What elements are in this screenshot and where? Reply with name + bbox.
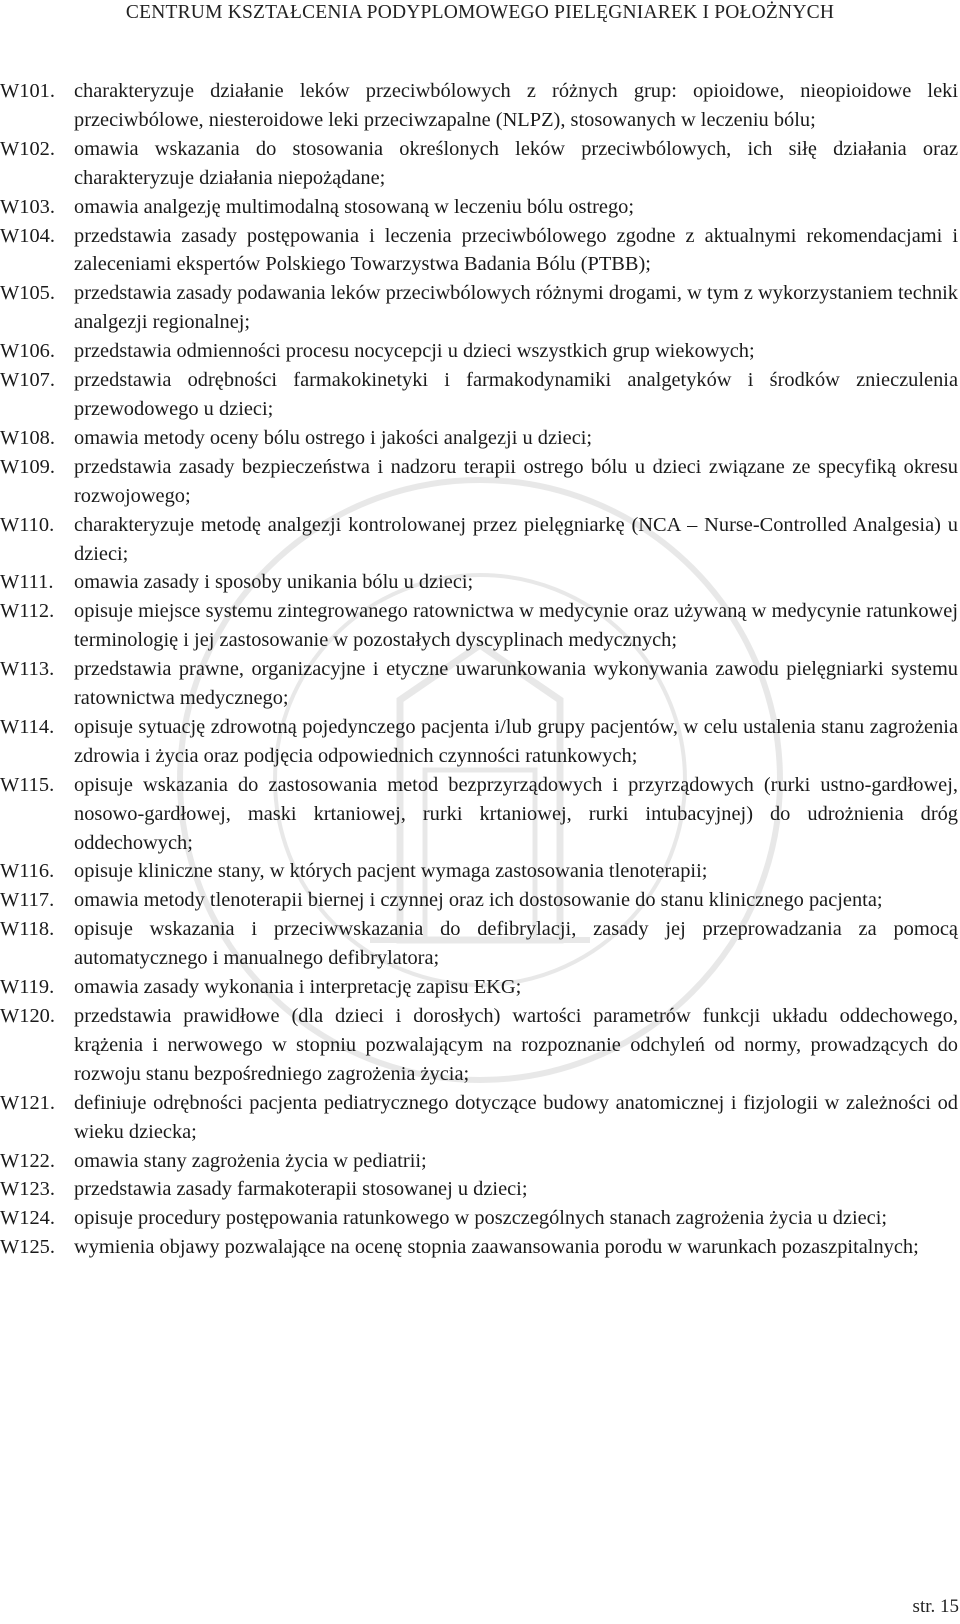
item-text: opisuje sytuację zdrowotną pojedynczego pacjenta i/lub grupy pacjentów, w celu ustalenia stanu zagrożenia zdrowia i życia oraz podjęcia odpowiednich czynności ratunkowych; xyxy=(74,715,958,767)
item-code: W117. xyxy=(0,889,55,912)
item-code: W104. xyxy=(0,224,55,247)
item-code: W121. xyxy=(0,1091,55,1114)
page-header: CENTRUM KSZTAŁCENIA PODYPLOMOWEGO PIELĘGNIAREK I POŁOŻNYCH xyxy=(125,2,835,23)
list-item xyxy=(0,511,958,569)
list-item xyxy=(0,1147,958,1176)
list-item xyxy=(0,77,958,135)
item-code: W120. xyxy=(0,1005,55,1027)
item-code: W113. xyxy=(0,658,55,681)
list-item xyxy=(0,857,958,886)
item-code: W101. xyxy=(0,80,55,102)
list-item xyxy=(0,1002,958,1089)
list-item xyxy=(0,337,958,366)
item-text: wymienia objawy pozwalające na ocenę stopnia zaawansowania porodu w warunkach pozaszpitalnych; xyxy=(74,1236,919,1259)
learning-outcomes-list xyxy=(0,77,958,1262)
item-text: przedstawia zasady farmakoterapii stosowanej u dzieci; xyxy=(74,1178,528,1201)
item-text: przedstawia odrębności farmakokinetyki i farmakodynamiki analgetyków i środków znieczulenia przewodowego u dzieci; xyxy=(74,369,958,420)
item-text: definiuje odrębności pacjenta pediatrycznego dotyczące budowy anatomicznej i fizjologii w zależności od wieku dziecka; xyxy=(74,1091,958,1143)
item-code: W107. xyxy=(0,369,55,392)
item-code: W118. xyxy=(0,918,55,941)
list-item xyxy=(0,1175,958,1204)
list-item xyxy=(0,424,958,453)
list-item xyxy=(0,279,958,337)
item-code: W119. xyxy=(0,976,55,999)
item-text: omawia wskazania do stosowania określonych leków przeciwbólowych, ich siłę działania oraz charakteryzuje działania niepożądane; xyxy=(74,137,958,189)
list-item xyxy=(0,597,958,655)
item-code: W111. xyxy=(0,571,54,594)
item-code: W114. xyxy=(0,715,55,738)
list-item xyxy=(0,655,958,713)
list-item xyxy=(0,973,958,1002)
item-code: W110. xyxy=(0,513,55,536)
item-code: W115. xyxy=(0,773,55,796)
item-text: przedstawia zasady postępowania i leczenia przeciwbólowego zgodne z aktualnymi rekomendacjami i zaleceniami ekspertów Polskiego Towarzystwa Badania Bólu (PTBB); xyxy=(74,224,958,276)
item-text: omawia stany zagrożenia życia w pediatrii; xyxy=(74,1149,427,1172)
item-text: przedstawia zasady bezpieczeństwa i nadzoru terapii ostrego bólu u dzieci związane ze specyfiką okresu rozwojowego; xyxy=(74,455,958,507)
item-text: omawia analgezję multimodalną stosowaną w leczeniu bólu ostrego; xyxy=(74,195,635,218)
item-text: przedstawia odmienności procesu nocycepcji u dzieci wszystkich grup wiekowych; xyxy=(74,340,755,363)
item-code: W122. xyxy=(0,1149,55,1172)
list-item xyxy=(0,135,958,193)
item-text: przedstawia prawidłowe (dla dzieci i dorosłych) wartości parametrów funkcji układu oddechowego, krążenia i nerwowego w stopniu pozwalającym na rozpoznanie odchyleń od normy, prowadzących do rozwoju stanu bezpośredniego zagrożenia życia; xyxy=(74,1005,958,1085)
item-code: W124. xyxy=(0,1207,55,1230)
item-code: W125. xyxy=(0,1236,55,1259)
item-code: W105. xyxy=(0,282,55,305)
item-text: opisuje wskazania do zastosowania metod bezprzyrządowych i przyrządowych (rurki ustno-gardłowej, nosowo-gardłowej, maski krtaniowej, rurki krtaniowej, rurki intubacyjnej) do udrożnienia dróg oddechowych; xyxy=(74,773,958,854)
item-code: W123. xyxy=(0,1178,55,1201)
item-code: W106. xyxy=(0,340,55,363)
item-code: W109. xyxy=(0,455,55,478)
item-text: opisuje wskazania i przeciwwskazania do defibrylacji, zasady jej przeprowadzania za pomocą automatycznego i manualnego defibrylatora; xyxy=(74,918,958,970)
list-item xyxy=(0,1089,958,1147)
list-item xyxy=(0,1204,958,1233)
list-item xyxy=(0,771,958,858)
item-text: opisuje kliniczne stany, w których pacjent wymaga zastosowania tlenoterapii; xyxy=(74,860,708,883)
item-text: przedstawia zasady podawania leków przeciwbólowych różnymi drogami, w tym z wykorzystaniem technik analgezji regionalnej; xyxy=(74,282,958,334)
item-code: W103. xyxy=(0,195,55,218)
item-code: W116. xyxy=(0,860,55,883)
list-item xyxy=(0,713,958,771)
list-item xyxy=(0,886,958,915)
item-text: omawia metody tlenoterapii biernej i czynnej oraz ich dostosowanie do stanu klinicznego pacjenta; xyxy=(74,889,883,912)
list-item xyxy=(0,915,958,973)
item-text: charakteryzuje metodę analgezji kontrolowanej przez pielęgniarkę (NCA – Nurse-Controlled Analgesia) u dzieci; xyxy=(74,513,958,565)
list-item xyxy=(0,193,958,222)
item-text: opisuje procedury postępowania ratunkowego w poszczególnych stanach zagrożenia życia u dzieci; xyxy=(74,1207,888,1230)
item-code: W102. xyxy=(0,137,55,160)
item-text: charakteryzuje działanie leków przeciwbólowych z różnych grup: opioidowe, nieopioidowe leki przeciwbólowe, niesteroidowe leki przeciwzapalne (NLPZ), stosowanych w leczeniu bólu; xyxy=(74,80,958,131)
item-code: W108. xyxy=(0,426,55,449)
list-item xyxy=(0,366,958,424)
list-item xyxy=(0,1233,958,1262)
list-item xyxy=(0,568,958,597)
item-text: omawia zasady wykonania i interpretację zapisu EKG; xyxy=(74,976,522,999)
list-item xyxy=(0,453,958,511)
list-item xyxy=(0,222,958,280)
item-text: przedstawia prawne, organizacyjne i etyczne uwarunkowania wykonywania zawodu pielęgniarki systemu ratownictwa medycznego; xyxy=(74,658,958,710)
item-text: omawia zasady i sposoby unikania bólu u dzieci; xyxy=(74,571,474,594)
item-text: omawia metody oceny bólu ostrego i jakości analgezji u dzieci; xyxy=(74,426,593,449)
item-code: W112. xyxy=(0,600,55,623)
item-text: opisuje miejsce systemu zintegrowanego ratownictwa w medycynie oraz używaną w medycynie ratunkowej terminologię i jej zastosowanie w pozostałych dyscyplinach medycznych; xyxy=(74,600,958,652)
page-number: str. 15 xyxy=(912,1596,959,1617)
